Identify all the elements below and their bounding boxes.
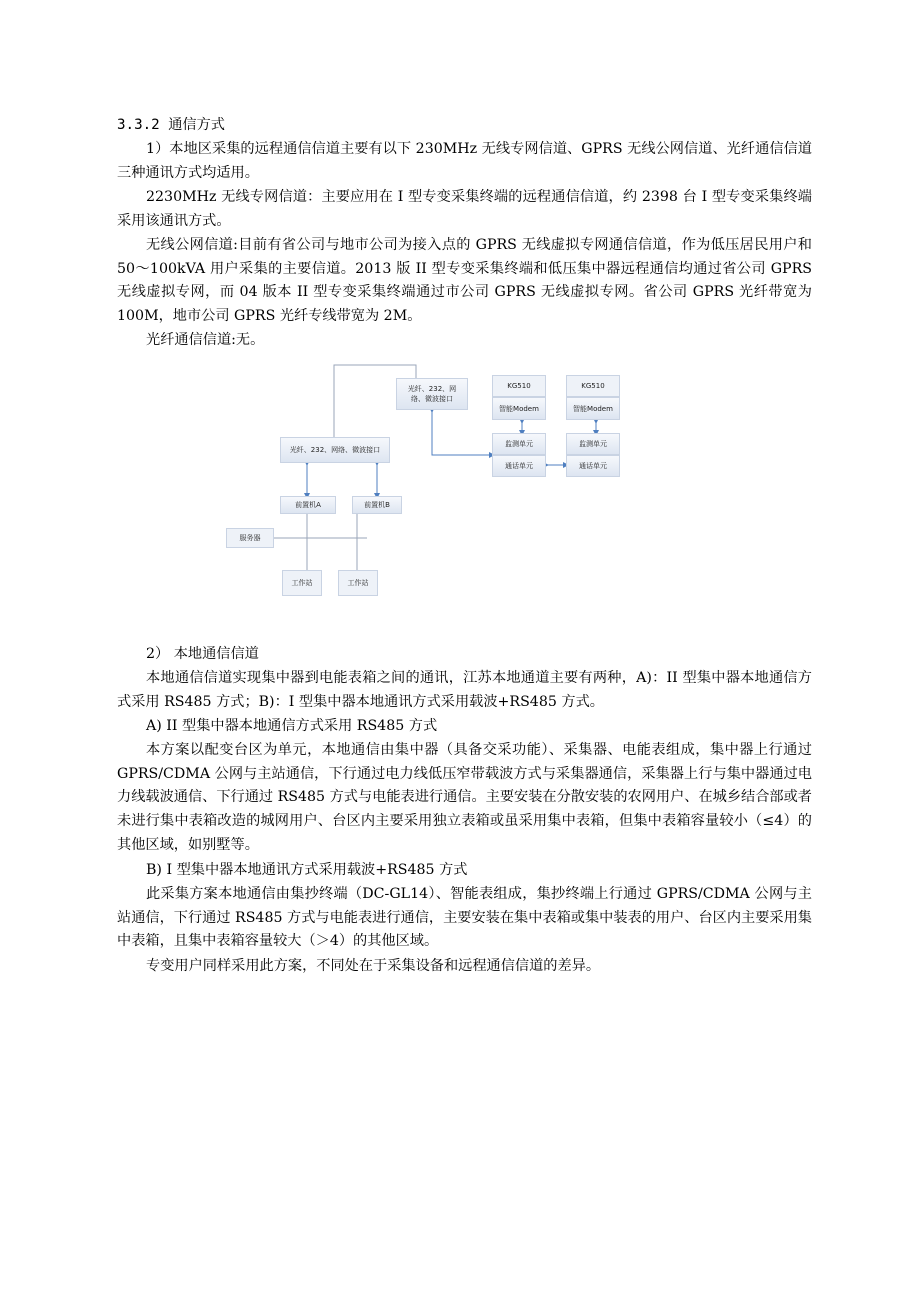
paragraph-closing: 专变用户同样采用此方案，不同处在于采集设备和远程通信信道的差异。: [146, 958, 601, 974]
comm-unit-b: 通话单元: [566, 455, 620, 477]
front-server-a: 前置机A: [280, 496, 336, 514]
paragraph-fiber: 光纤通信信道:无。: [146, 332, 265, 348]
option-a-heading: A) II 型集中器本地通信方式采用 RS485 方式: [146, 718, 438, 734]
workstation-1: 工作站: [282, 570, 322, 596]
interface-box-top: 光纤、232、网络、微波接口: [396, 378, 468, 410]
modem-a-box: 智能Modem: [492, 397, 546, 420]
interface-box-left: 光纤、232、网络、微波接口: [280, 437, 390, 463]
front-server-b: 前置机B: [352, 496, 402, 514]
paragraph-wireless-public: 无线公网信道:目前有省公司与地市公司为接入点的 GPRS 无线虚拟专网通信信道，作为低压居民用户和 50～100kVA 用户采集的主要信道。2013 版 II 型专变采集终端和低压集中器远程通信均通过省公司 GPRS 无线虚拟专网，而 04 版本 II 型专变采集终端通过市公司 GPRS 无线虚拟专网。省公司 GPRS 光纤带宽为 100M，地市公司 GPRS 光纤专线带宽为 2M。: [117, 237, 812, 325]
paragraph-local-intro: 本地通信信道实现集中器到电能表箱之间的通讯，江苏本地通道主要有两种，A)：II 型集中器本地通信方式采用 RS485 方式；B)：I 型集中器本地通讯方式采用载波+RS485 方式。: [117, 670, 812, 710]
monitor-unit-a: 监测单元: [492, 433, 546, 455]
network-diagram: [222, 360, 632, 605]
paragraph-channels-intro: 1）本地区采集的远程通信信道主要有以下 230MHz 无线专网信道、GPRS 无线公网信道、光纤通信信道三种通讯方式均适用。: [117, 141, 812, 181]
section-heading: 3.3.2 通信方式: [117, 117, 225, 133]
modem-b-box: 智能Modem: [566, 397, 620, 420]
comm-unit-a: 通话单元: [492, 455, 546, 477]
option-b-heading: B) I 型集中器本地通讯方式采用载波+RS485 方式: [146, 862, 468, 878]
paragraph-230mhz: 2230MHz 无线专网信道：主要应用在 I 型专变采集终端的远程通信信道，约 2398 台 I 型专变采集终端采用该通讯方式。: [117, 189, 812, 229]
workstation-2: 工作站: [338, 570, 378, 596]
paragraph-option-b: 此采集方案本地通信由集抄终端（DC-GL14）、智能表组成，集抄终端上行通过 GPRS/CDMA 公网与主站通信，下行通过 RS485 方式与电能表进行通信，主要安装在集中表箱或集中装表的用户、台区内主要采用集中表箱，且集中表箱容量较大（＞4）的其他区域。: [117, 886, 812, 950]
kg510-b-box: KG510: [566, 375, 620, 397]
local-channel-heading: 2） 本地通信信道: [146, 646, 259, 662]
server-box: 服务器: [226, 528, 274, 548]
arrow-interface-to-monitor: [432, 410, 492, 455]
monitor-unit-b: 监测单元: [566, 433, 620, 455]
kg510-a-box: KG510: [492, 375, 546, 397]
paragraph-option-a: 本方案以配变台区为单元，本地通信由集中器（具备交采功能）、采集器、电能表组成，集中器上行通过 GPRS/CDMA 公网与主站通信，下行通过电力线低压窄带载波方式与采集器通信，采集器上行与集中器通过电力线载波通信、下行通过 RS485 方式与电能表进行通信。主要安装在分散安装的农网用户、在城乡结合部或者未进行集中表箱改造的城网用户、台区内主要采用独立表箱或虽采用集中表箱，但集中表箱容量较小（≤4）的其他区域，如别墅等。: [117, 742, 812, 853]
